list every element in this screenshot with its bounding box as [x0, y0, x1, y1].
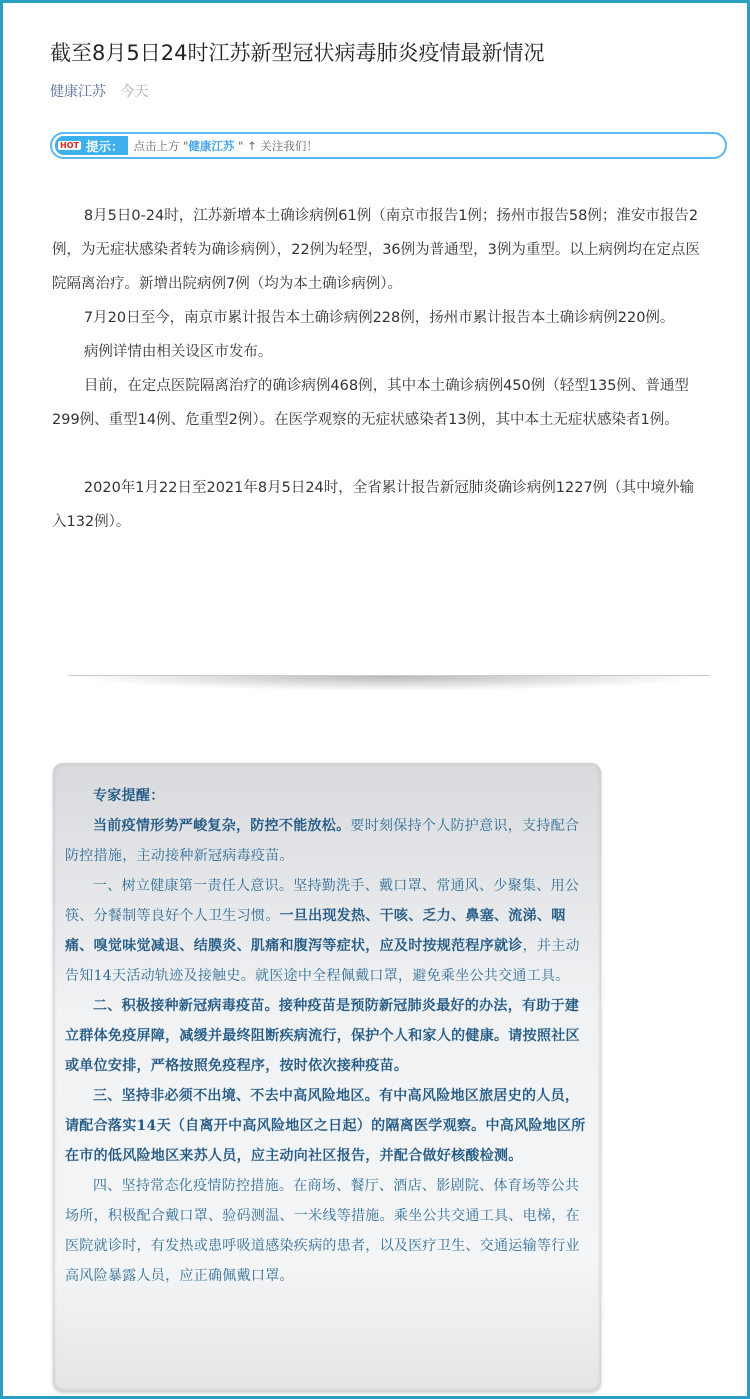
paragraph: 7月20日至今，南京市累计报告本土确诊病例228例，扬州市累计报告本土确诊病例220例。 [83, 310, 675, 326]
paragraph: 8月5日0-24时，江苏新增本土确诊病例61例（南京市报告1例；扬州市报告58例；淮安市报告2例，为无症状感染者转为确诊病例），22例为轻型，36例为普通型，3例为重型。以上病例均在定点医院隔离治疗。新增出院病例7例（均为本土确诊病例）。 [52, 208, 700, 292]
article-meta [50, 81, 148, 101]
expert-p3: 二、积极接种新冠病毒疫苗。接种疫苗是预防新冠肺炎最好的办法，有助于建立群体免疫屏障，减缓并最终阻断疾病流行，保护个人和家人的健康。请按照社区或单位安排，严格按照免疫程序，按时依次接种疫苗。 [65, 998, 580, 1074]
expert-paragraph [65, 1081, 589, 1171]
expert-reminder-box [53, 763, 601, 1391]
expert-p4: 三、坚持非必须不出境、不去中高风险地区。有中高风险地区旅居史的人员，请配合落实14天（自离开中高风险地区之日起）的隔离医学观察。中高风险地区所在市的低风险地区来苏人员，应主动向社区报告，并配合做好核酸检测。 [65, 1088, 586, 1164]
paragraph: 2020年1月22日至2021年8月5日24时，全省累计报告新冠肺炎确诊病例1227例（其中境外输入132例）。 [52, 480, 695, 530]
expert-p1-bold: 当前疫情形势严峻复杂，防控不能放松。 [93, 818, 351, 834]
account-name-link[interactable]: 健康江苏 [50, 84, 106, 100]
expert-heading [65, 781, 589, 811]
expert-p1-rest: 要时刻保持个人防护意识，支持配合防控措施，主动接种新冠病毒疫苗。 [65, 818, 580, 864]
paragraph: 目前，在定点医院隔离治疗的确诊病例468例，其中本土确诊病例450例（轻型135例、普通型299例、重型14例、危重型2例）。在医学观察的无症状感染者13例，其中本土无症状感染者1例。 [52, 378, 689, 428]
expert-p2-a: 一、树立健康第一责任人意识。坚持勤洗手、戴口罩、常通风、少聚集、用公筷、分餐制等良好个人卫生习惯。 [65, 878, 580, 924]
article-title: 截至8月5日24时江苏新型冠状病毒肺炎疫情最新情况 [50, 41, 545, 65]
tip-post: " ↑ 关注我们！ [234, 138, 318, 153]
tip-label [55, 136, 128, 155]
expert-p2-rest: ，并主动告知14天活动轨迹及接触史。就医途中全程佩戴口罩，避免乘坐公共交通工具。 [65, 938, 580, 984]
expert-paragraph [65, 991, 589, 1081]
expert-heading-text: 专家提醒： [93, 788, 165, 804]
tip-account-link[interactable]: 健康江苏 [188, 138, 235, 153]
tip-pre: 点击上方 " [133, 138, 189, 153]
hot-badge: HOT [60, 141, 79, 150]
article-body [52, 199, 704, 539]
expert-paragraph [65, 871, 589, 991]
expert-paragraph: 四、坚持常态化疫情防控措施。在商场、餐厅、酒店、影剧院、体育场等公共场所，积极配合戴口罩、验码测温、一米线等措施。乘坐公共交通工具、电梯，在医院就诊时，有发热或患呼吸道感染疾病的患者，以及医疗卫生、交通运输等行业高风险暴露人员，应正确佩戴口罩。 [65, 1178, 580, 1284]
section-divider [68, 675, 710, 691]
tip-label-text: 提示： [85, 138, 124, 154]
tip-text [133, 138, 317, 154]
expert-p2-bold: 一旦出现发热、干咳、乏力、鼻塞、流涕、咽痛、嗅觉味觉减退、结膜炎、肌痛和腹泻等症状，应及时按规范程序就诊 [65, 908, 566, 954]
follow-tip-banner [50, 132, 727, 159]
publish-date: 今天 [120, 84, 149, 100]
expert-paragraph [65, 811, 589, 871]
paragraph: 病例详情由相关设区市发布。 [83, 344, 273, 360]
